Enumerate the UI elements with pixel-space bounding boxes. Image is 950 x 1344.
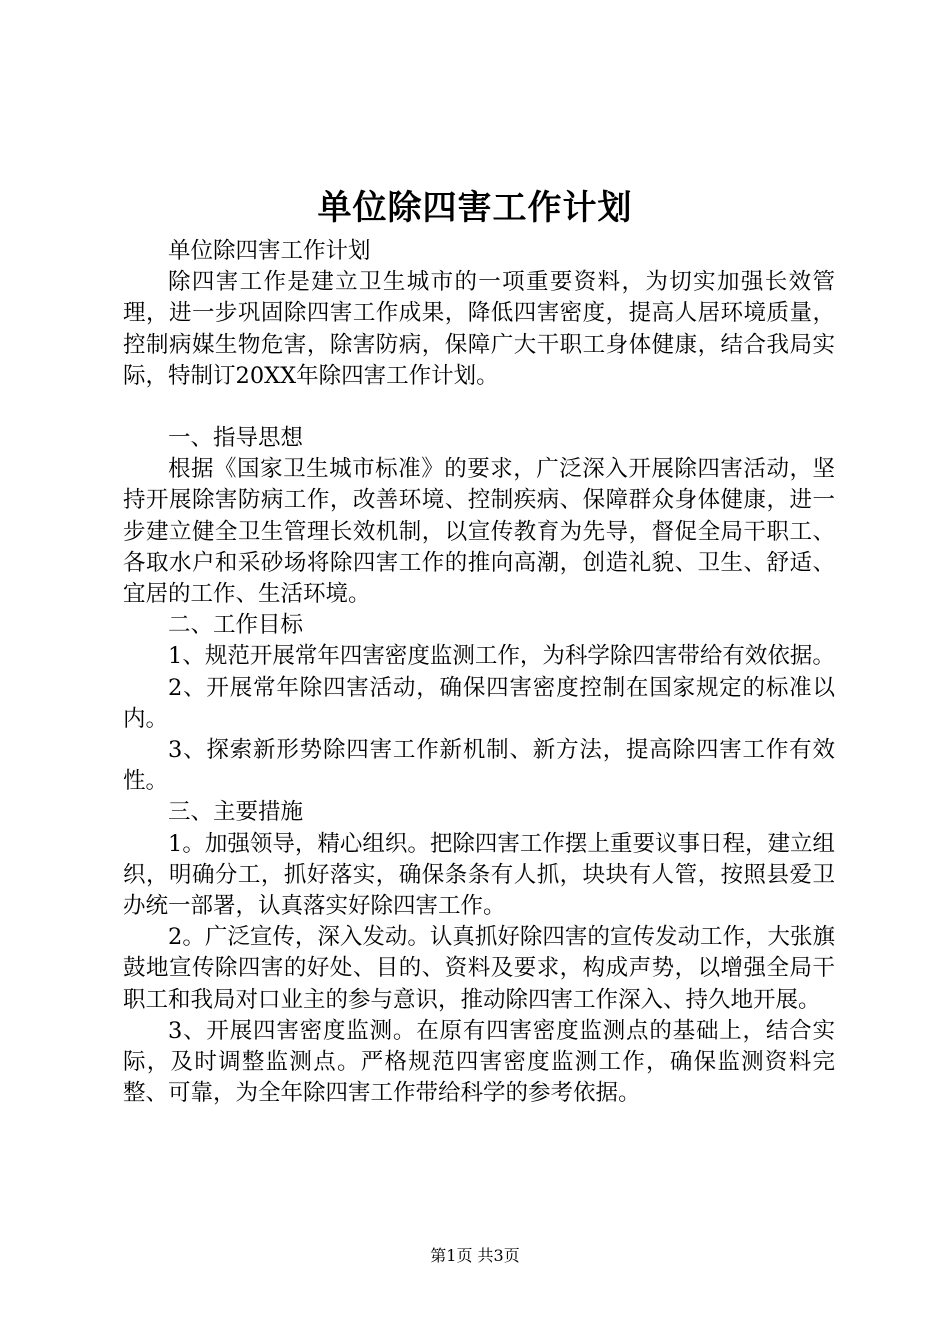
paragraph-goal-2: 2、开展常年除四害活动，确保四害密度控制在国家规定的标准以内。: [123, 674, 835, 732]
paragraph-goal-1: 1、规范开展常年四害密度监测工作，为科学除四害带给有效依据。: [168, 643, 835, 670]
section-heading-main-measures: 三、主要措施: [168, 799, 304, 826]
paragraph-measure-2: 2。广泛宣传，深入发动。认真抓好除四害的宣传发动工作，大张旗鼓地宣传除四害的好处、目的、资料及要求，构成声势，以增强全局干职工和我局对口业主的参与意识，推动除四害工作深入、持久地开展。: [123, 924, 835, 1013]
paragraph-guiding-ideology: 根据《国家卫生城市标准》的要求，广泛深入开展除四害活动，坚持开展除害防病工作，改善环境、控制疾病、保障群众身体健康，进一步建立健全卫生管理长效机制，以宣传教育为先导，督促全局干职工、各取水户和采砂场将除四害工作的推向高潮，创造礼貌、卫生、舒适、宜居的工作、生活环境。: [123, 456, 835, 608]
paragraph-subtitle: 单位除四害工作计划: [168, 238, 371, 264]
section-heading-work-goals: 二、工作目标: [168, 612, 304, 639]
paragraph-intro: 除四害工作是建立卫生城市的一项重要资料，为切实加强长效管理，进一步巩固除四害工作成果，降低四害密度，提高人居环境质量，控制病媒生物危害，除害防病，保障广大干职工身体健康，结合我局实际，特制订20XX年除四害工作计划。: [123, 269, 835, 389]
section-heading-guiding-ideology: 一、指导思想: [168, 425, 304, 452]
paragraph-goal-3: 3、探索新形势除四害工作新机制、新方法，提高除四害工作有效性。: [123, 737, 835, 795]
page-footer: 第1页 共3页: [430, 1246, 520, 1265]
paragraph-measure-3: 3、开展四害密度监测。在原有四害密度监测点的基础上，结合实际，及时调整监测点。严格规范四害密度监测工作，确保监测资料完整、可靠，为全年除四害工作带给科学的参考依据。: [123, 1017, 835, 1107]
document-body: [123, 236, 835, 1109]
document-title: 单位除四害工作计划: [317, 188, 633, 228]
paragraph-measure-1: 1。加强领导，精心组织。把除四害工作摆上重要议事日程，建立组织，明确分工，抓好落实，确保条条有人抓，块块有人管，按照县爱卫办统一部署，认真落实好除四害工作。: [123, 830, 835, 920]
